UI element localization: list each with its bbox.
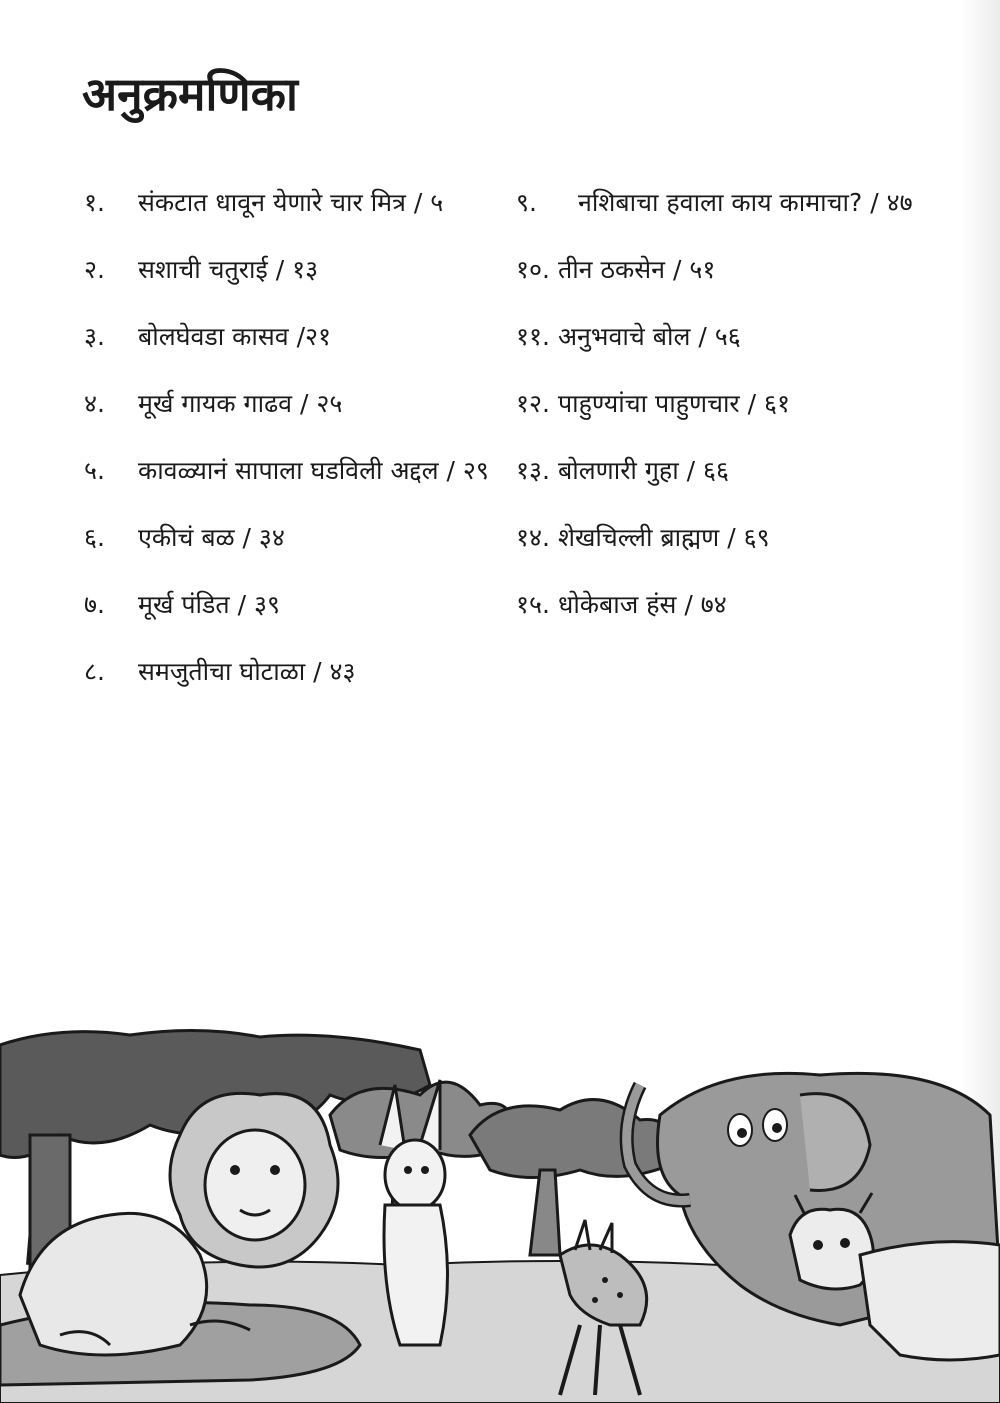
- toc-entry: [84, 185, 514, 252]
- toc-entry-title: सशाची चतुराई / १३: [138, 255, 319, 284]
- toc-entry: [516, 319, 956, 386]
- toc-entry-title: अनुभवाचे बोल / ५६: [557, 322, 741, 351]
- toc-entry: [516, 386, 956, 453]
- toc-entry-number: ८.: [84, 657, 105, 686]
- toc-entry-title: संकटात धावून येणारे चार मित्र / ५: [138, 188, 444, 217]
- toc-entry-title: धोकेबाज हंस / ७४: [557, 590, 727, 619]
- toc-entry: [516, 587, 956, 654]
- toc-entry-number: १०.: [516, 255, 550, 284]
- toc-entry: [84, 453, 514, 520]
- toc-entry-number: १२.: [516, 389, 550, 418]
- toc-entry-number: ११.: [516, 322, 550, 351]
- toc-entry: [84, 654, 514, 721]
- toc-entry: [84, 252, 514, 319]
- toc-entry-number: १.: [84, 188, 105, 217]
- toc-entry-title: शेखचिल्ली ब्राह्मण / ६९: [557, 523, 770, 552]
- toc-entry-number: २.: [84, 255, 105, 284]
- page-title: अनुक्रमणिका: [82, 67, 298, 121]
- toc-entry: [84, 520, 514, 587]
- toc-entry-number: ४.: [84, 389, 105, 418]
- toc-entry: [516, 453, 956, 520]
- toc-entry-title: तीन ठकसेन / ५१: [557, 255, 716, 284]
- toc-entry-number: ९.: [516, 188, 537, 217]
- toc-entry-title: मूर्ख पंडित / ३९: [138, 590, 280, 619]
- toc-entry-number: १५.: [516, 590, 550, 619]
- toc-entry-number: ६.: [84, 523, 105, 552]
- toc-entry: [84, 386, 514, 453]
- toc-entry-title: बोलघेवडा कासव /२१: [138, 322, 332, 351]
- toc-entry-number: ५.: [84, 456, 105, 485]
- toc-entry-title: समजुतीचा घोटाळा / ४३: [138, 657, 356, 686]
- toc-entry: [84, 587, 514, 654]
- toc-entry-number: १३.: [516, 456, 550, 485]
- toc-entry-title: मूर्ख गायक गाढव / २५: [138, 389, 343, 418]
- toc-entry-number: ७.: [84, 590, 105, 619]
- animals-illustration: [0, 1025, 1000, 1403]
- toc-left-column: [84, 185, 514, 721]
- toc-entry: [84, 319, 514, 386]
- toc-entry-title: एकीचं बळ / ३४: [138, 523, 285, 552]
- toc-entry-title: कावळ्यानं सापाला घडविली अद्दल / २९: [138, 456, 489, 485]
- toc-entry: [516, 252, 956, 319]
- toc-entry-title: नशिबाचा हवाला काय कामाचा? / ४७: [578, 188, 913, 217]
- toc-entry: [516, 185, 956, 252]
- toc-entry-title: पाहुण्यांचा पाहुणचार / ६१: [557, 389, 790, 418]
- toc-entry-number: ३.: [84, 322, 105, 351]
- toc-entry-title: बोलणारी गुहा / ६६: [557, 456, 729, 485]
- toc-right-column: [516, 185, 956, 654]
- toc-entry: [516, 520, 956, 587]
- toc-entry-number: १४.: [516, 523, 550, 552]
